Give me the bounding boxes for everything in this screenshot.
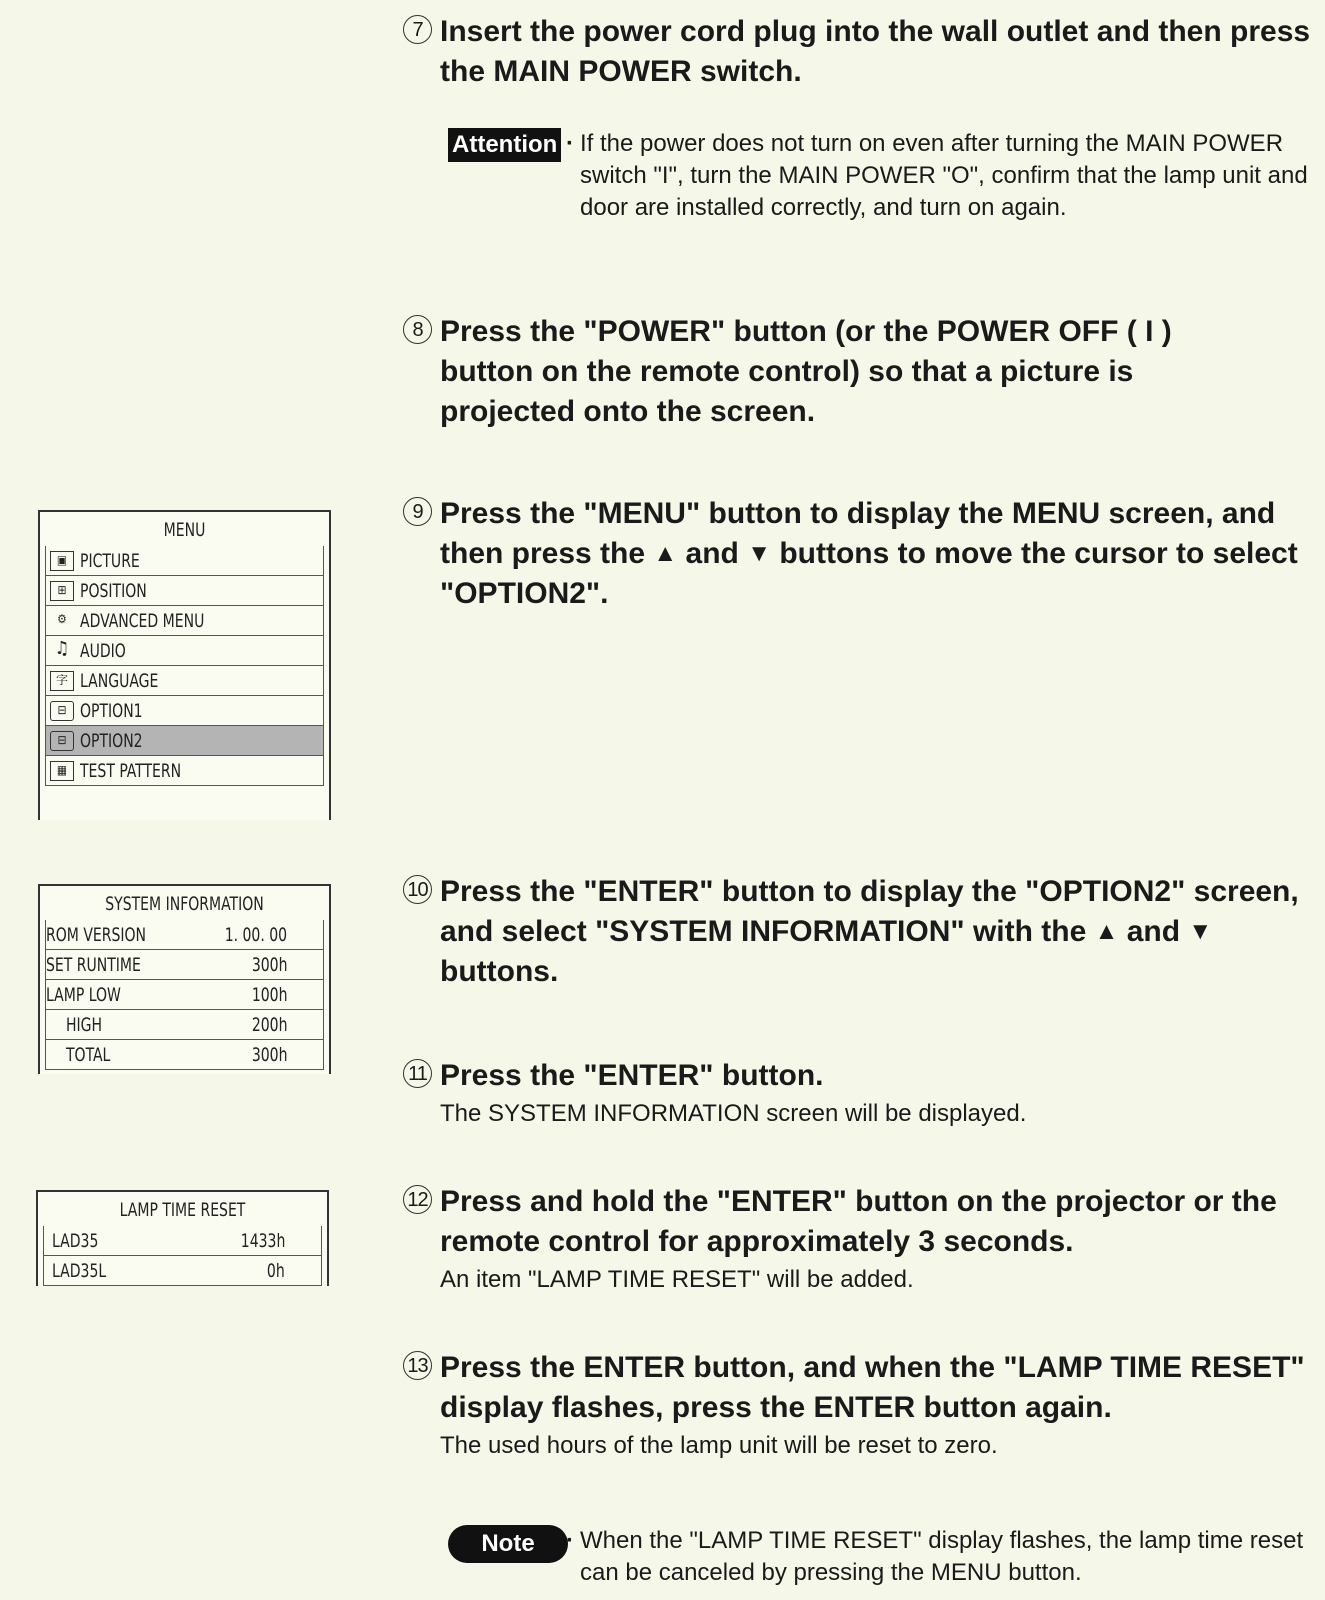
row-label: SET RUNTIME [46, 953, 141, 976]
row-value: 1433h [240, 1229, 285, 1252]
row-label: LAD35 [52, 1229, 99, 1252]
row-value: 300h [251, 953, 287, 976]
menu-item-option2-selected [45, 726, 324, 756]
step-number: 9 [403, 497, 432, 526]
row-label: TOTAL [66, 1043, 111, 1066]
step-9 [403, 494, 1313, 614]
step-number: 10 [403, 875, 432, 904]
menu-item-label: TEST PATTERN [80, 759, 182, 782]
table-row [45, 920, 324, 950]
note-badge: Note [448, 1525, 568, 1563]
step-body: An item "LAMP TIME RESET" will be added. [440, 1266, 914, 1293]
step-title-part: Press the "ENTER" button to display the "OPTION2" screen, and select "SYSTEM INFORMATION" with the [440, 875, 1299, 948]
step-title: Press the ENTER button, and when the "LAMP TIME RESET" display flashes, press the ENTER button again. [440, 1351, 1305, 1424]
table-row [45, 980, 324, 1010]
table-row [45, 1040, 324, 1070]
step-title-part: buttons to move the cursor to select "OPTION2". [440, 537, 1298, 610]
step-number: 7 [403, 15, 432, 44]
note-text: · When the "LAMP TIME RESET" display flashes, the lamp time reset can be canceled by pressing the MENU button. [580, 1525, 1318, 1589]
row-label: HIGH [66, 1013, 103, 1036]
step-10 [403, 872, 1313, 992]
system-info-title: SYSTEM INFORMATION [105, 893, 264, 915]
menu-item-advanced-menu [45, 606, 324, 636]
down-arrow-icon: ▼ [1188, 918, 1213, 945]
row-label: ROM VERSION [46, 923, 147, 946]
step-body: The SYSTEM INFORMATION screen will be displayed. [440, 1100, 1027, 1127]
step-title-part: and [685, 537, 739, 570]
note-box [448, 1525, 1318, 1589]
menu-item-label: PICTURE [80, 549, 140, 572]
step-11 [403, 1056, 1313, 1130]
option2-icon: ⊟ [50, 731, 74, 751]
row-label: LAD35L [52, 1259, 107, 1282]
position-icon: ⊞ [50, 581, 74, 601]
step-title: Insert the power cord plug into the wall outlet and then press the MAIN POWER switch. [440, 15, 1311, 88]
step-title [440, 494, 1313, 614]
row-value: 100h [251, 983, 287, 1006]
step-number: 8 [403, 315, 432, 344]
menu-item-test-pattern [45, 756, 324, 786]
menu-item-label: LANGUAGE [80, 669, 159, 692]
menu-item-picture [45, 546, 324, 576]
language-icon: 字 [50, 671, 74, 691]
step-number: 11 [403, 1059, 432, 1088]
menu-panel [38, 510, 331, 820]
step-title-part: Press the "MENU" button to display the MENU screen, and then press the [440, 497, 1276, 570]
row-value: 1. 00. 00 [224, 923, 287, 946]
step-13 [403, 1348, 1313, 1462]
menu-title: MENU [163, 519, 206, 541]
menu-item-label: AUDIO [80, 639, 126, 662]
attention-text: · If the power does not turn on even after turning the MAIN POWER switch "I", turn the MAIN POWER "O", confirm that the lamp unit and door are installed correctly, and turn on again. [580, 128, 1318, 224]
table-row [45, 1010, 324, 1040]
menu-item-audio [45, 636, 324, 666]
menu-item-label: OPTION1 [80, 699, 143, 722]
up-arrow-icon: ▲ [653, 540, 678, 567]
step-12 [403, 1182, 1313, 1296]
menu-item-option1 [45, 696, 324, 726]
lamp-time-reset-title: LAMP TIME RESET [119, 1199, 246, 1221]
menu-item-label: OPTION2 [80, 729, 143, 752]
step-7 [403, 12, 1313, 92]
menu-item-label: ADVANCED MENU [80, 609, 205, 632]
step-title-part: buttons. [440, 955, 559, 988]
row-value: 200h [251, 1013, 287, 1036]
menu-item-position [45, 576, 324, 606]
step-title-part: and [1126, 915, 1181, 948]
advanced-icon: ⚙ [57, 611, 67, 626]
system-info-panel [38, 884, 331, 1074]
row-value: 0h [267, 1259, 285, 1282]
audio-icon: ♫ [54, 637, 70, 659]
attention-badge: Attention [448, 128, 561, 162]
table-row [43, 1226, 322, 1256]
step-title [440, 872, 1313, 992]
step-8 [403, 312, 1313, 432]
down-arrow-icon: ▼ [747, 540, 771, 567]
lamp-time-reset-panel [36, 1190, 329, 1286]
step-title: Press the "ENTER" button. [440, 1059, 824, 1092]
row-label: LAMP LOW [46, 983, 121, 1006]
step-number: 12 [403, 1185, 432, 1214]
attention-box [448, 128, 1318, 224]
step-title: Press and hold the "ENTER" button on the projector or the remote control for approximately 3 seconds. [440, 1185, 1277, 1258]
table-row [45, 950, 324, 980]
step-number: 13 [403, 1351, 432, 1380]
up-arrow-icon: ▲ [1094, 918, 1119, 945]
menu-item-label: POSITION [80, 579, 147, 602]
row-value: 300h [251, 1043, 287, 1066]
table-row [43, 1256, 322, 1286]
menu-item-language [45, 666, 324, 696]
step-body: The used hours of the lamp unit will be reset to zero. [440, 1432, 998, 1459]
option1-icon: ⊟ [50, 701, 74, 721]
step-title: Press the "POWER" button (or the POWER OFF ( I ) button on the remote control) so that a picture is projected onto the screen. [440, 315, 1172, 428]
test-pattern-icon: ▦ [50, 761, 74, 781]
picture-icon: ▣ [50, 551, 74, 571]
